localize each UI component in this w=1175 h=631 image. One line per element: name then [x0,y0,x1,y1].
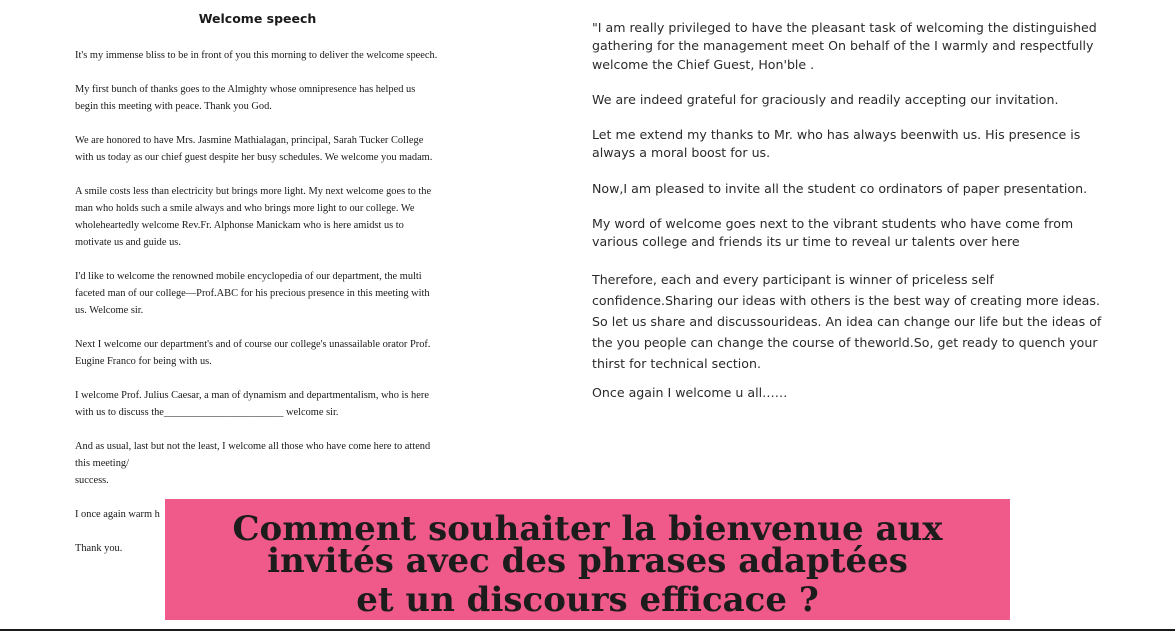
right-speech-document [592,19,1112,419]
speech-paragraph: Let me extend my thanks to Mr. who has always beenwith us. His presence is always a moral boost for us. [592,127,1081,161]
banner-title-line-2: invités avec des phrases adaptées [267,541,908,581]
speech-paragraph: "I am really privileged to have the pleasant task of welcoming the distinguished gathering for the management meet On behalf of the I warmly and respectfully welcome the Chief Guest, Hon'ble . [592,20,1097,72]
banner-title-line-1: Comment souhaiter la bienvenue aux [232,509,943,549]
speech-paragraph: We are indeed grateful for graciously and readily accepting our invitation. [592,91,1059,107]
banner-title [165,509,1010,620]
speech-paragraph: success. [75,475,109,487]
speech-paragraph: Thank you. [75,542,123,554]
speech-paragraph: We are honored to have Mrs. Jasmine Mathialagan, principal, Sarah Tucker College with us today as our chief guest despite her busy schedules. We welcome you madam. [75,134,433,164]
speech-paragraph: I welcome Prof. Julius Caesar, a man of dynamism and departmentalism, who is here with us to discuss the_______________________ welcome sir. [75,390,429,419]
speech-paragraph: My word of welcome goes next to the vibrant students who have come from various college and friends its ur time to reveal ur talents over here [592,216,1074,250]
speech-paragraph: And as usual, last but not the least, I welcome all those who have come here to attend this meeting/ [75,440,431,470]
banner-title-line-3: et un discours efficace ? [356,580,819,620]
speech-paragraph: My first bunch of thanks goes to the Almighty whose omnipresence has helped us begin this meeting with peace. Thank you God. [75,83,416,113]
speech-paragraph: I'd like to welcome the renowned mobile encyclopedia of our department, the multi faceted man of our college—Prof.ABC for his precious presence in this meeting with us. Welcome sir. [75,271,430,317]
title-banner [165,499,1010,620]
speech-paragraph: It's my immense bliss to be in front of you this morning to deliver the welcome speech. [75,50,438,62]
speech-paragraph: Therefore, each and every participant is winner of priceless self confidence.Sharing our ideas with others is the best way of creating more ideas. So let us share and discussourideas. An idea can change our life but the ideas of the you people can change the course of theworld.So, get ready to quench your thirst for technical section. [592,271,1102,371]
speech-title: Welcome speech [198,11,317,26]
speech-paragraph: Now,I am pleased to invite all the student co ordinators of paper presentation. [592,180,1088,196]
speech-paragraph: Once again I welcome u all…… [592,384,788,400]
left-speech-document [75,10,440,573]
speech-paragraph: I once again warm h [75,509,160,521]
speech-paragraph: Next I welcome our department's and of course our college's unassailable orator Prof. Eugine Franco for being with us. [75,339,431,368]
speech-paragraph: A smile costs less than electricity but brings more light. My next welcome goes to the man who holds such a smile always and who brings more light to our college. We wholeheartedly welcome Rev.Fr. Alphonse Manickam who is here amidst us to motivate us and guide us. [75,185,432,249]
